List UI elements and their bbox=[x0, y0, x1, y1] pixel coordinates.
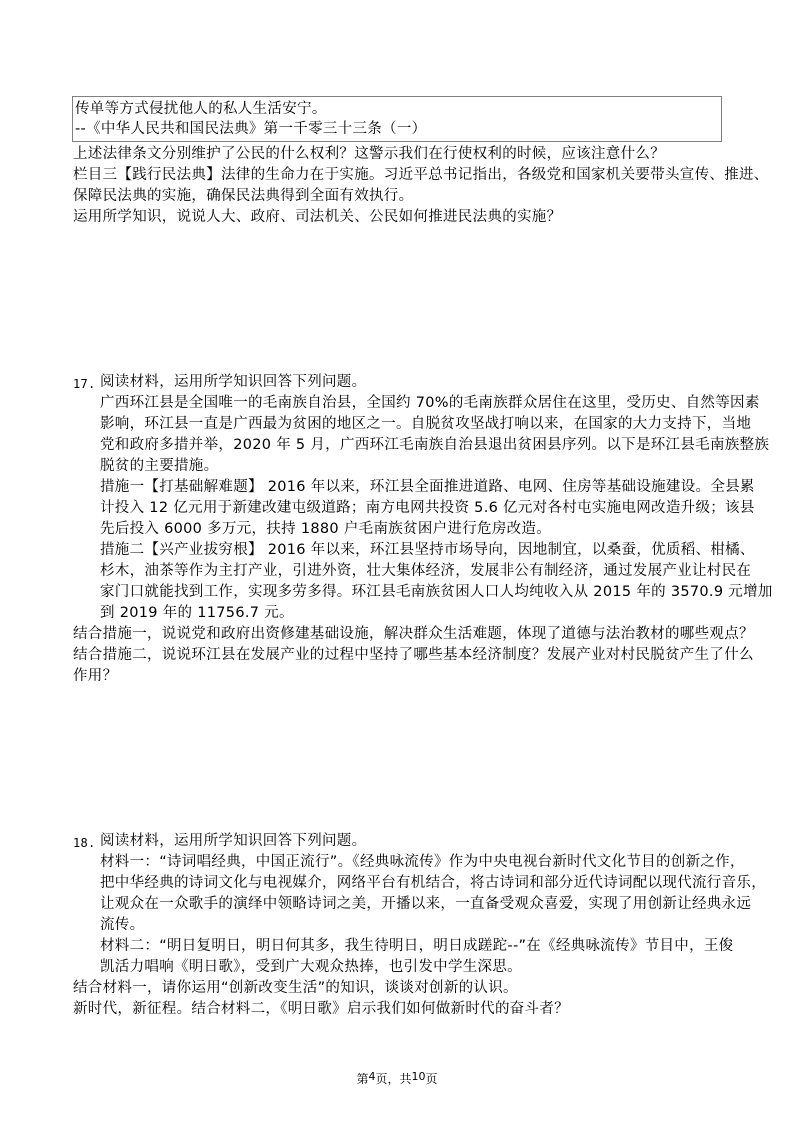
q18-material1-line: 流传。 bbox=[100, 917, 145, 933]
quote-line-2: --《中华人民共和国民法典》第一千零三十三条（一） bbox=[75, 121, 427, 137]
page-footer bbox=[0, 1070, 794, 1087]
q18-material2-line: 材料二：“明日复明日，明日何其多，我生待明日，明日成蹉跎--”在《经典咏流传》节目中，王俊 bbox=[100, 938, 734, 954]
q18-material1-line: 材料一：“诗词唱经典，中国正流行”。《经典咏流传》作为中央电视台新时代文化节目的创新之作， bbox=[100, 854, 745, 870]
q17-measure1-line: 措施一【打基础解难题】 2016 年以来，环江县全面推进道路、电网、住房等基础设施建设。全县累 bbox=[100, 479, 755, 495]
question18-prompt: 阅读材料，运用所学知识回答下列问题。 bbox=[100, 833, 367, 849]
q17-measure2-line: 措施二【兴产业拔穷根】 2016 年以来，环江县坚持市场导向，因地制宜，以桑蚕，优质稻、柑橘、 bbox=[100, 542, 755, 558]
q17-measure1-line: 先后投入 6000 多万元，扶持 1880 户毛南族贫困户进行危房改造。 bbox=[100, 521, 552, 537]
q18-sub-question-1: 结合材料一，请你运用“创新改变生活”的知识，谈谈对创新的认识。 bbox=[73, 980, 518, 996]
current-page-number: 4 bbox=[368, 1070, 376, 1083]
q17-sub-question-2-cont: 作用？ bbox=[73, 668, 118, 684]
q17-intro-line: 党和政府多措并举，2020 年 5 月，广西环江毛南族自治县退出贫困县序列。以下是环江县毛南族整族 bbox=[100, 437, 770, 453]
q17-intro-line: 广西环江县是全国唯一的毛南族自治县，全国约 70%的毛南族群众居住在这里，受历史、自然等因素 bbox=[100, 395, 760, 411]
q18-material2-line: 凯活力唱响《明日歌》，受到广大观众热捧，也引发中学生深思。 bbox=[100, 959, 522, 975]
footer-prefix: 第 bbox=[356, 1072, 369, 1086]
q18-material1-line: 把中华经典的诗词文化与电视媒介，网络平台有机结合，将古诗词和部分近代诗词配以现代流行音乐， bbox=[100, 875, 766, 891]
total-pages-number: 10 bbox=[411, 1070, 426, 1083]
footer-suffix: 页 bbox=[425, 1072, 438, 1086]
column3-line1: 栏目三【践行民法典】法律的生命力在于实施。习近平总书记指出，各级党和国家机关要带头宣传、推进、 bbox=[73, 167, 769, 183]
column3-line2: 保障民法典的实施，确保民法典得到全面有效执行。 bbox=[73, 188, 414, 204]
q17-measure1-line: 计投入 12 亿元用于新建改建屯级道路；南方电网共投资 5.6 亿元对各村屯实施电网改造升级；该县 bbox=[100, 500, 755, 516]
question17-number: 17. bbox=[73, 377, 96, 391]
q17-intro-line: 脱贫的主要措施。 bbox=[100, 458, 219, 474]
q17-sub-question-1: 结合措施一，说说党和政府出资修建基础设施，解决群众生活难题，体现了道德与法治教材的哪些观点？ bbox=[73, 626, 754, 642]
q17-measure2-line: 到 2019 年的 11756.7 元。 bbox=[100, 605, 294, 621]
q18-sub-question-2: 新时代，新征程。结合材料二，《明日歌》启示我们如何做新时代的奋斗者？ bbox=[73, 1001, 569, 1017]
question18-number: 18. bbox=[73, 836, 96, 850]
q17-sub-question-2: 结合措施二，说说环江县在发展产业的过程中坚持了哪些基本经济制度？发展产业对村民脱贫产生了什么 bbox=[73, 647, 754, 663]
q17-measure2-line: 家门口就能找到工作，实现多劳多得。环江县毛南族贫困人口人均纯收入从 2015 年的 3570.9 元增加 bbox=[100, 584, 773, 600]
q17-measure2-line: 杉木，油茶等作为主打产业，引进外资，壮大集体经济，发展非公有制经济，通过发展产业让村民在 bbox=[100, 563, 752, 579]
quote-line-1: 传单等方式侵扰他人的私人生活安宁。 bbox=[75, 101, 327, 117]
section16-question2: 运用所学知识，说说人大、政府、司法机关、公民如何推进民法典的实施？ bbox=[73, 209, 562, 225]
q17-intro-line: 影响，环江县一直是广西最为贫困的地区之一。自脱贫攻坚战打响以来，在国家的大力支持下，当地 bbox=[100, 416, 752, 432]
section16-question1: 上述法律条文分别维护了公民的什么权利？这警示我们在行使权利的时候，应该注意什么？ bbox=[73, 146, 665, 162]
q18-material1-line: 让观众在一众歌手的演绎中领略诗词之美，开播以来，一直备受观众喜爱，实现了用创新让经典永远 bbox=[100, 896, 752, 912]
question17-prompt: 阅读材料，运用所学知识回答下列问题。 bbox=[100, 374, 367, 390]
footer-middle: 页，共 bbox=[375, 1072, 412, 1086]
